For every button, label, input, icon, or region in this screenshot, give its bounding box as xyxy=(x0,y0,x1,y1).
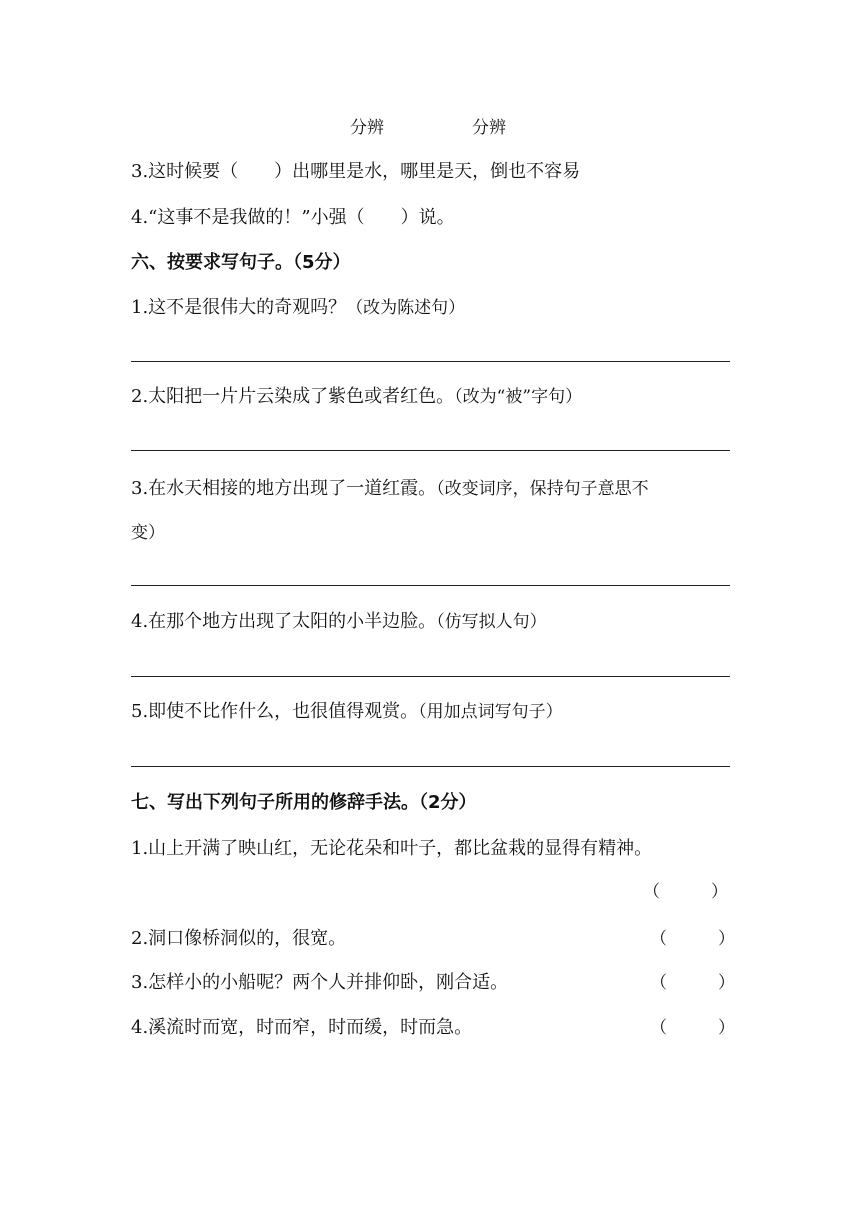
word-fenbian-2: 分辨 xyxy=(472,118,506,138)
rewrite-item-4 xyxy=(131,609,547,635)
section-7-heading: 七、写出下列句子所用的修辞手法。（2分） xyxy=(131,792,477,813)
rewrite-item-2-text: 2.太阳把一片片云染成了紫色或者红色。 xyxy=(131,386,455,407)
fill-blank-item-3: 3.这时候要（ ）出哪里是水，哪里是天，倒也不容易 xyxy=(131,161,581,182)
answer-line-3[interactable] xyxy=(131,585,730,586)
rhetoric-item-4: 4.溪流时而宽，时而窄，时而缓，时而急。 xyxy=(131,1017,473,1038)
rewrite-item-3-text: 3.在水天相接的地方出现了一道红霞。 xyxy=(131,478,437,499)
section-6-heading: 六、按要求写句子。（5分） xyxy=(131,252,351,273)
rewrite-item-4-text: 4.在那个地方出现了太阳的小半边脸。 xyxy=(131,611,437,632)
rewrite-item-1 xyxy=(131,295,465,321)
answer-line-4[interactable] xyxy=(131,676,730,677)
rhetoric-answer-3[interactable]: （ ） xyxy=(650,973,735,993)
rewrite-item-3-wrap: 变） xyxy=(131,523,165,543)
rewrite-item-5-hint: （用加点词写句子） xyxy=(418,702,563,722)
rewrite-item-1-text: 1.这不是很伟大的奇观吗？ xyxy=(131,297,347,318)
rewrite-item-4-hint: （仿写拟人句） xyxy=(436,612,547,632)
answer-line-2[interactable] xyxy=(131,450,730,451)
rhetoric-answer-1[interactable]: （ ） xyxy=(643,882,728,902)
fill-blank-item-4: 4.“这事不是我做的！”小强（ ）说。 xyxy=(131,207,455,228)
rhetoric-answer-2[interactable]: （ ） xyxy=(650,929,735,949)
rewrite-item-3-hint: （改变词序，保持句子意思不 xyxy=(436,479,649,499)
rewrite-item-1-hint: （改为陈述句） xyxy=(346,298,466,318)
rewrite-item-5-text: 5.即使不比作什么，也很值得观赏。 xyxy=(131,701,419,722)
rhetoric-item-2: 2.洞口像桥洞似的，很宽。 xyxy=(131,928,347,949)
rewrite-item-2-hint: （改为“被”字句） xyxy=(454,387,583,407)
rhetoric-answer-4[interactable]: （ ） xyxy=(650,1018,735,1038)
rewrite-item-3 xyxy=(131,476,649,502)
rhetoric-item-1: 1.山上开满了映山红，无论花朵和叶子，都比盆栽的显得有精神。 xyxy=(131,838,653,859)
word-fenbian-1: 分辨 xyxy=(350,118,384,138)
rhetoric-item-3: 3.怎样小的小船呢？两个人并排仰卧，刚合适。 xyxy=(131,972,509,993)
answer-line-1[interactable] xyxy=(131,361,730,362)
rewrite-item-2 xyxy=(131,384,582,410)
rewrite-item-5 xyxy=(131,699,563,725)
answer-line-5[interactable] xyxy=(131,766,730,767)
